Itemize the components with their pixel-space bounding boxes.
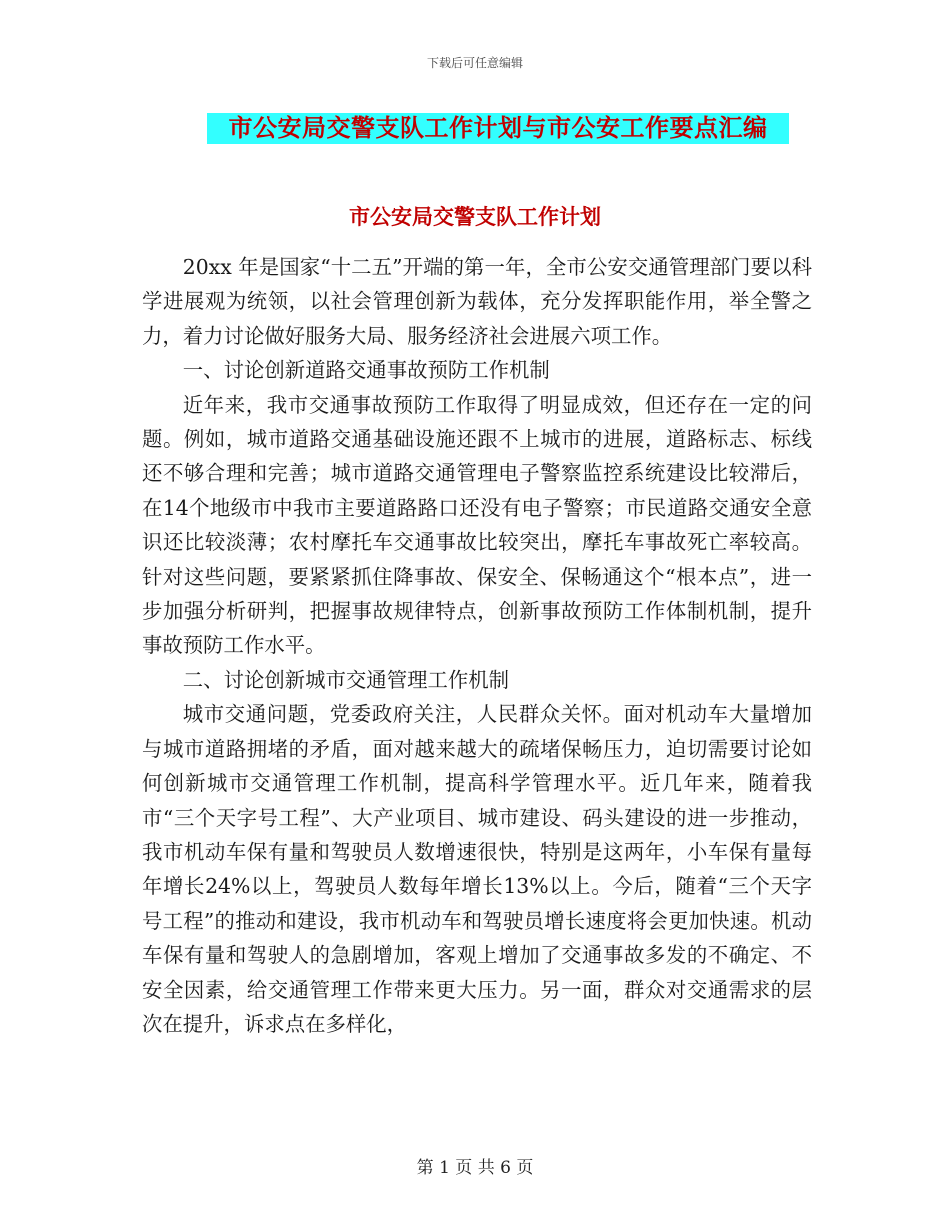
paragraph-2: 城市交通问题，党委政府关注，人民群众关怀。面对机动车大量增加与城市道路拥堵的矛盾，面对越来越大的疏堵保畅压力，迫切需要讨论如何创新城市交通管理工作机制，提高科学管理水平。近几年来，随着我市“三个天字号工程”、大产业项目、城市建设、码头建设的进一步推动，我市机动车保有量和驾驶员人数增速很快，特别是这两年，小车保有量每年增长24%以上，驾驶员人数每年增长13%以上。今后，随着“三个天字号工程”的推动和建设，我市机动车和驾驶员增长速度将会更加快速。机动车保有量和驾驶人的急剧增加，客观上增加了交通事故多发的不确定、不安全因素，给交通管理工作带来更大压力。另一面，群众对交通需求的层次在提升，诉求点在多样化，: [142, 702, 812, 1036]
document-body: [142, 250, 812, 1041]
header-note: 下载后可任意编辑: [426, 56, 523, 70]
section-title: 市公安局交警支队工作计划: [349, 205, 601, 229]
page-footer: 第 1 页 共 6 页: [416, 1158, 534, 1178]
heading-1: 一、讨论创新道路交通事故预防工作机制: [182, 358, 550, 383]
heading-2: 二、讨论创新城市交通管理工作机制: [182, 667, 510, 692]
document-title: 市公安局交警支队工作计划与市公安工作要点汇编: [207, 113, 789, 144]
paragraph-1: 近年来，我市交通事故预防工作取得了明显成效，但还存在一定的问题。例如，城市道路交通基础设施还跟不上城市的进展，道路标志、标线还不够合理和完善；城市道路交通管理电子警察监控系统建设比较滞后，在14个地级市中我市主要道路路口还没有电子警察；市民道路交通安全意识还比较淡薄；农村摩托车交通事故比较突出，摩托车事故死亡率较高。针对这些问题，要紧紧抓住降事故、保安全、保畅通这个“根本点”，进一步加强分析研判，把握事故规律特点，创新事故预防工作体制机制，提升事故预防工作水平。: [142, 392, 812, 658]
paragraph-intro: 20xx 年是国家“十二五”开端的第一年，全市公安交通管理部门要以科学进展观为统领，以社会管理创新为载体，充分发挥职能作用，举全警之力，着力讨论做好服务大局、服务经济社会进展六项工作。: [142, 255, 812, 348]
